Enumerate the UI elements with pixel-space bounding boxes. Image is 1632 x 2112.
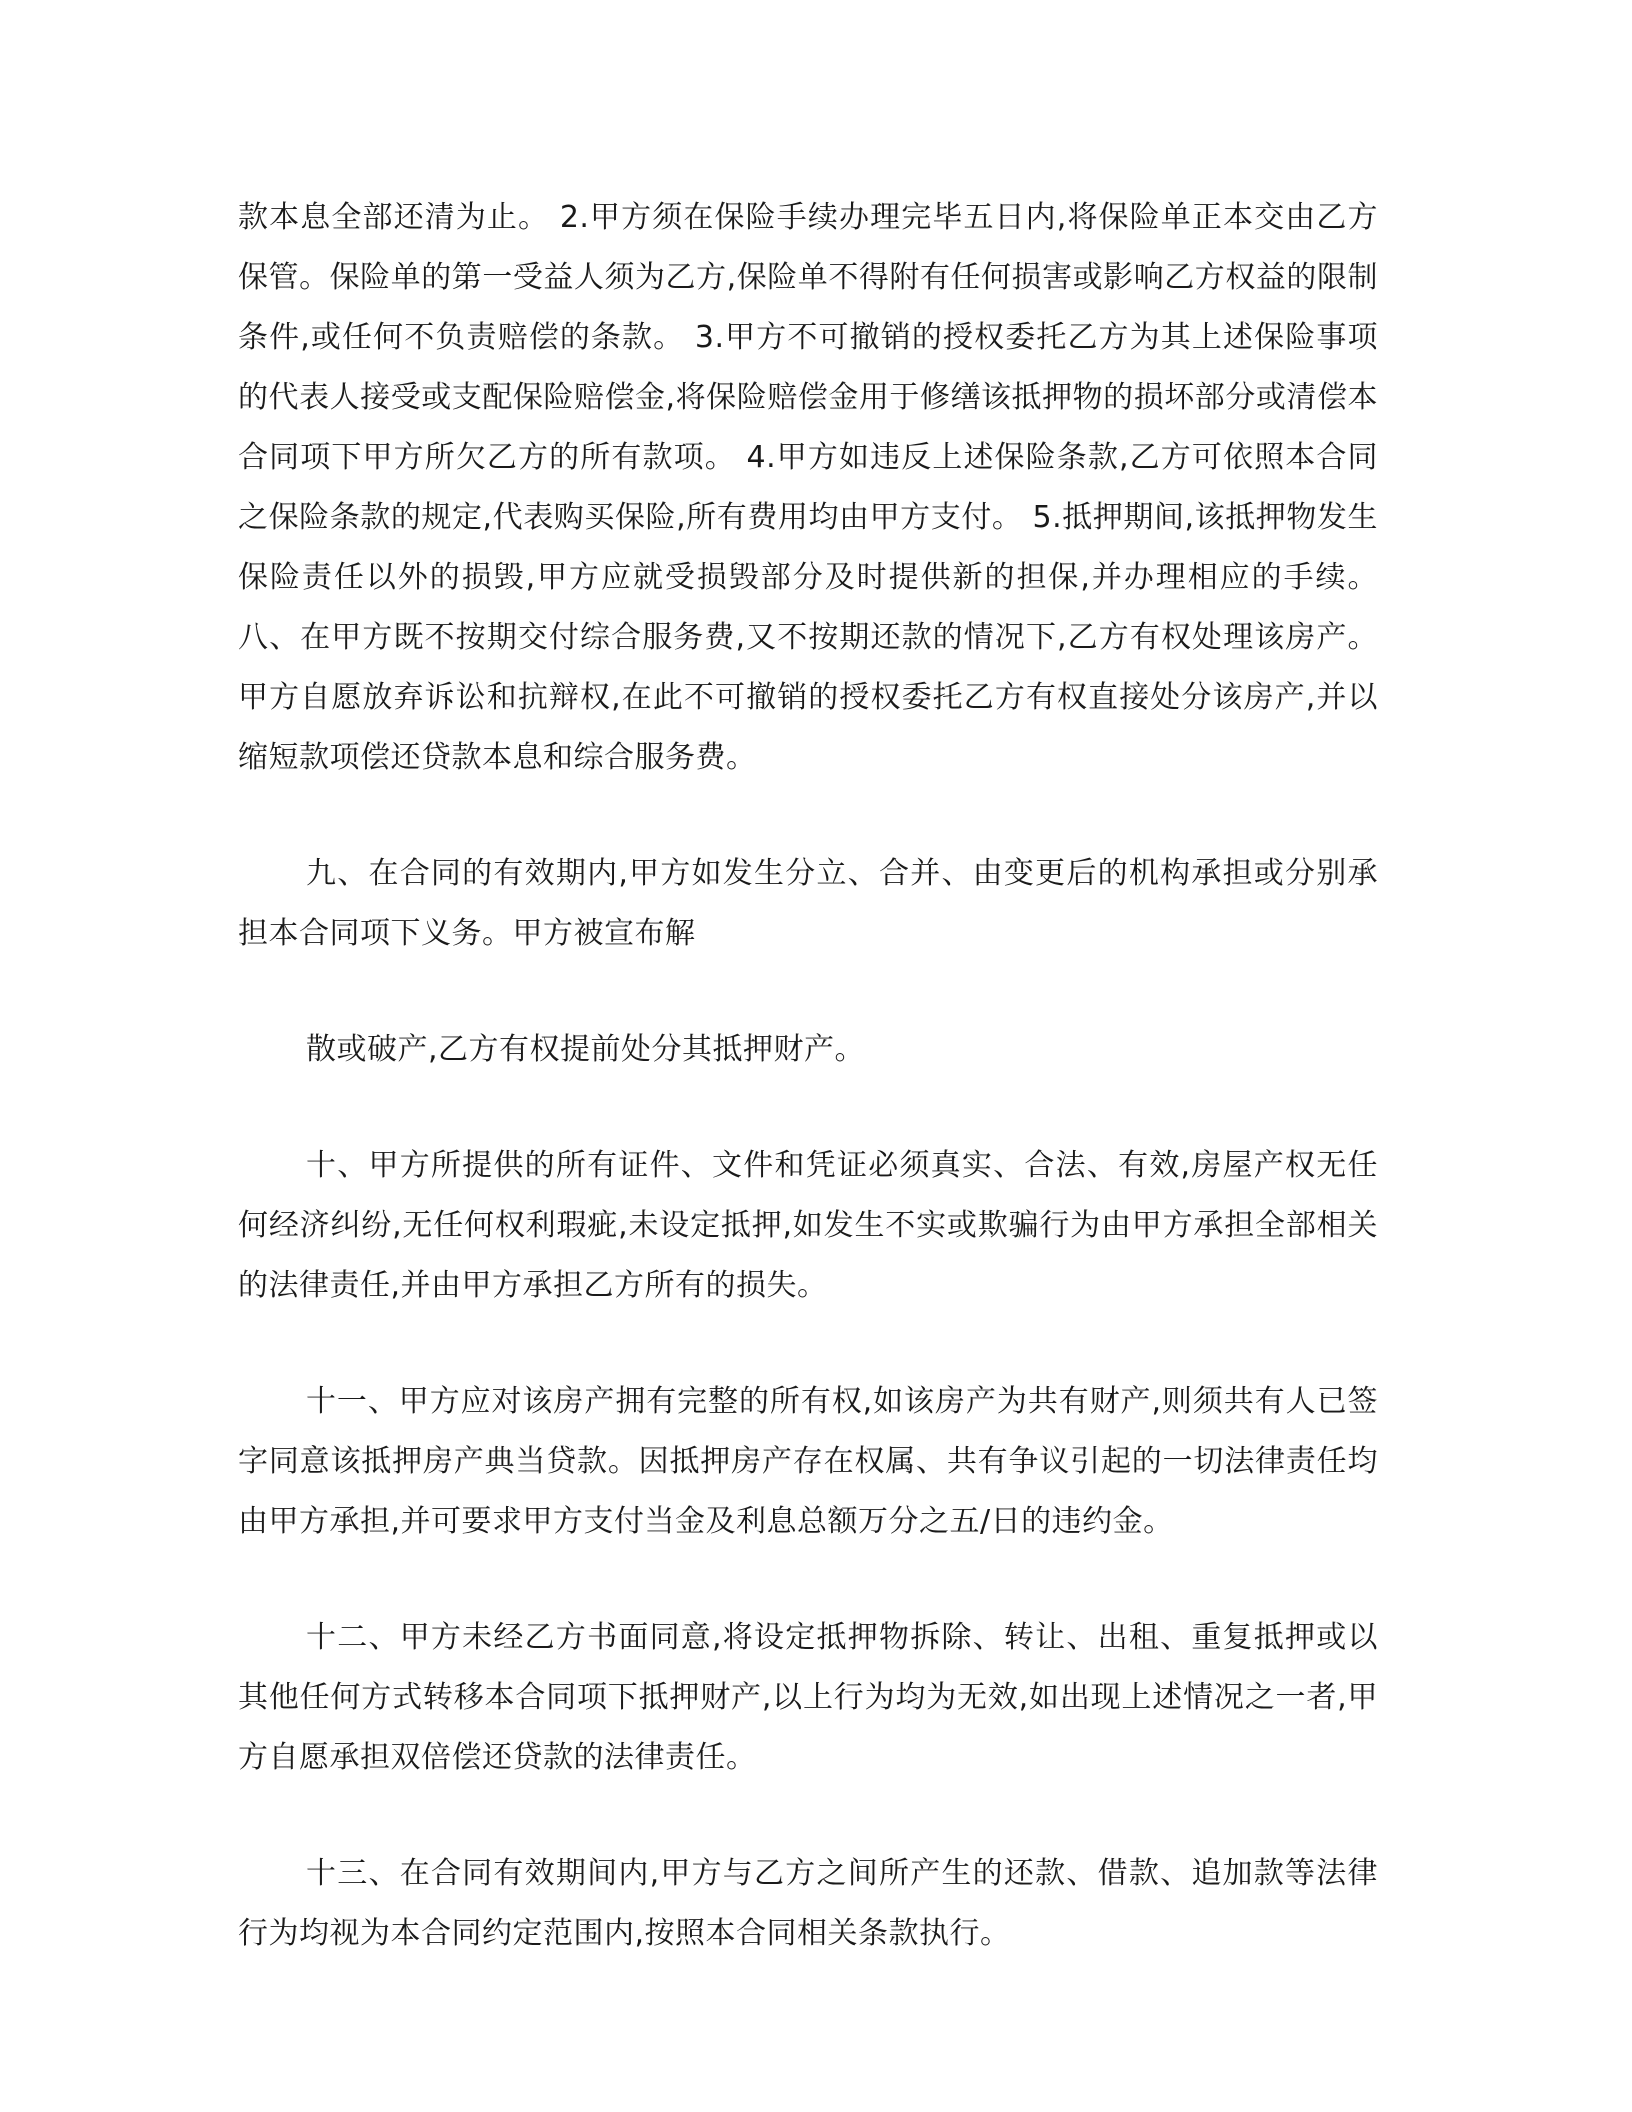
paragraph-insurance-and-disposal: 款本息全部还清为止。 2.甲方须在保险手续办理完毕五日内,将保险单正本交由乙方保管。保险单的第一受益人须为乙方,保险单不得附有任何损害或影响乙方权益的限制条件,或任何不负责赔偿的条款。 3.甲方不可撤销的授权委托乙方为其上述保险事项的代表人接受或支配保险赔偿金,将保险赔偿金用于修缮该抵押物的损坏部分或清偿本合同项下甲方所欠乙方的所有款项。 4.甲方如违反上述保险条款,乙方可依照本合同之保险条款的规定,代表购买保险,所有费用均由甲方支付。 5.抵押期间,该抵押物发生保险责任以外的损毁,甲方应就受损毁部分及时提供新的担保,并办理相应的手续。八、在甲方既不按期交付综合服务费,又不按期还款的情况下,乙方有权处理该房产。甲方自愿放弃诉讼和抗辩权,在此不可撤销的授权委托乙方有权直接处分该房产,并以缩短款项偿还贷款本息和综合服务费。 bbox=[238, 200, 1378, 775]
document-body bbox=[238, 188, 1378, 1964]
paragraph-clause-nine: 九、在合同的有效期内,甲方如发生分立、合并、由变更后的机构承担或分别承担本合同项下义务。甲方被宣布解 bbox=[238, 856, 1378, 951]
paragraph-clause-eleven: 十一、甲方应对该房产拥有完整的所有权,如该房产为共有财产,则须共有人已签字同意该抵押房产典当贷款。因抵押房产存在权属、共有争议引起的一切法律责任均由甲方承担,并可要求甲方支付当金及利息总额万分之五/日的违约金。 bbox=[238, 1384, 1378, 1539]
paragraph-clause-twelve: 十二、甲方未经乙方书面同意,将设定抵押物拆除、转让、出租、重复抵押或以其他任何方式转移本合同项下抵押财产,以上行为均为无效,如出现上述情况之一者,甲方自愿承担双倍偿还贷款的法律责任。 bbox=[238, 1620, 1378, 1775]
paragraph-clause-nine-continued: 散或破产,乙方有权提前处分其抵押财产。 bbox=[306, 1032, 866, 1067]
paragraph-clause-thirteen: 十三、在合同有效期间内,甲方与乙方之间所产生的还款、借款、追加款等法律行为均视为本合同约定范围内,按照本合同相关条款执行。 bbox=[238, 1856, 1378, 1951]
paragraph-clause-ten: 十、甲方所提供的所有证件、文件和凭证必须真实、合法、有效,房屋产权无任何经济纠纷,无任何权利瑕疵,未设定抵押,如发生不实或欺骗行为由甲方承担全部相关的法律责任,并由甲方承担乙方所有的损失。 bbox=[238, 1148, 1378, 1303]
